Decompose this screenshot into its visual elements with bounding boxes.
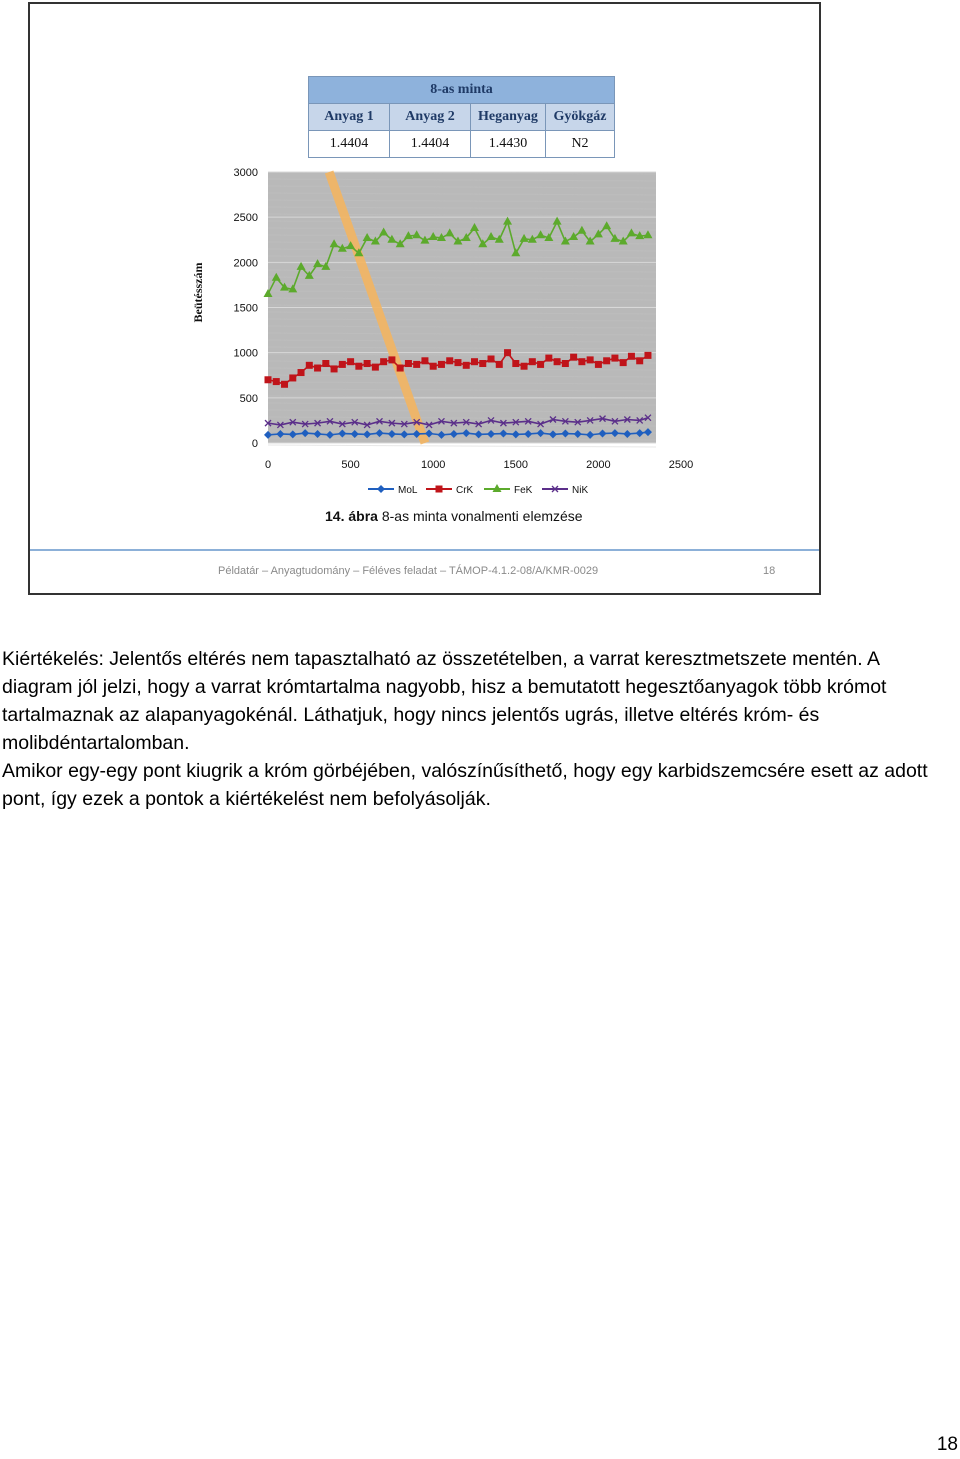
data-point [628,353,635,360]
legend-marker [436,486,443,493]
data-point [413,361,420,368]
data-point [265,376,272,383]
slide-image [28,2,821,595]
plot-texture [268,445,656,447]
caption-text: 8-as minta vonalmenti elemzése [381,508,583,524]
x-tick-label: 2000 [586,459,611,471]
y-axis-label: Beütésszám [191,262,205,323]
data-point [512,360,519,367]
sample-table [308,76,615,158]
legend-label: MoL [398,485,418,496]
data-point [339,361,346,368]
y-tick-label: 0 [251,438,258,450]
table-cell: N2 [546,131,615,158]
data-point [521,363,528,370]
legend-label: CrK [456,485,474,496]
legend-marker [377,485,385,493]
y-tick-label: 2000 [233,257,258,270]
data-point [421,357,428,364]
y-tick-label: 500 [239,392,258,405]
data-point [587,356,594,363]
data-point [554,358,561,365]
data-point [430,363,437,370]
data-point [529,358,536,365]
table-header: Anyag 1 [309,104,390,131]
figure-caption [325,508,583,524]
table-header: Anyag 2 [390,104,471,131]
data-point [471,358,478,365]
line-chart [180,159,720,496]
data-point [355,363,362,370]
data-point [372,364,379,371]
table-cell: 1.4404 [390,131,471,158]
data-point [454,359,461,366]
data-point [298,369,305,376]
data-point [504,349,511,356]
paragraph: Kiértékelés: Jelentős eltérés nem tapasztalható az összetételben, a varrat keresztmetszete mentén. A diagram jól jelzi, hogy a varrat krómtartalma nagyobb, hisz a bemutatott hegesztőanyagok több krómot tartalmaznak az alapanyagokénál. Láthatjuk, hogy nincs jelentős ugrás, illetve eltérés króm- és molibdéntartalomban. [2,648,887,754]
data-point [388,356,395,363]
page-number: 18 [936,1434,958,1455]
data-point [611,355,618,362]
data-point [314,365,321,372]
data-point [289,374,296,381]
caption-number: 14. ábra [325,508,378,524]
data-point [644,352,651,359]
data-point [331,365,338,372]
data-point [537,361,544,368]
data-point [446,357,453,364]
data-point [306,362,313,369]
x-tick-label: 1000 [420,459,446,471]
table-title: 8-as minta [309,77,615,104]
x-tick-label: 500 [341,459,360,471]
data-point [380,358,387,365]
data-point [620,359,627,366]
legend-label: NiK [572,485,589,496]
table-header: Heganyag [471,104,546,131]
x-tick-label: 0 [264,459,272,471]
data-point [364,360,371,367]
footer-divider [30,549,819,551]
data-point [273,378,280,385]
table-cell: 1.4404 [309,131,390,158]
data-point [405,360,412,367]
footer-page-number: 18 [763,565,776,577]
data-point [570,354,577,361]
data-point [479,360,486,367]
data-point [545,355,552,362]
data-point [496,361,503,368]
x-tick-label: 2500 [668,459,694,471]
y-tick-label: 1000 [233,347,258,360]
data-point [603,357,610,364]
body-text [2,645,952,813]
data-point [347,358,354,365]
data-point [438,361,445,368]
y-tick-label: 1500 [233,302,258,315]
data-point [463,362,470,369]
y-tick-label: 2500 [233,212,258,225]
data-point [322,360,329,367]
data-point [595,361,602,368]
table-header: Gyökgáz [546,104,615,131]
legend-label: FeK [514,485,533,496]
table-cell: 1.4430 [471,131,546,158]
footer-text: Példatár – Anyagtudomány – Féléves feladat – TÁMOP-4.1.2-08/A/KMR-0029 [218,565,599,577]
data-point [578,358,585,365]
data-point [397,365,404,372]
data-point [636,357,643,364]
data-point [281,381,288,388]
x-tick-label: 1500 [503,459,529,471]
data-point [488,355,495,362]
y-tick-label: 3000 [233,167,258,179]
data-point [562,360,569,367]
paragraph: Amikor egy-egy pont kiugrik a króm görbéjében, valószínűsíthető, hogy egy karbidszemcsére esett az adott pont, így ezek a pontok a kiértékelést nem befolyásolják. [2,760,928,810]
